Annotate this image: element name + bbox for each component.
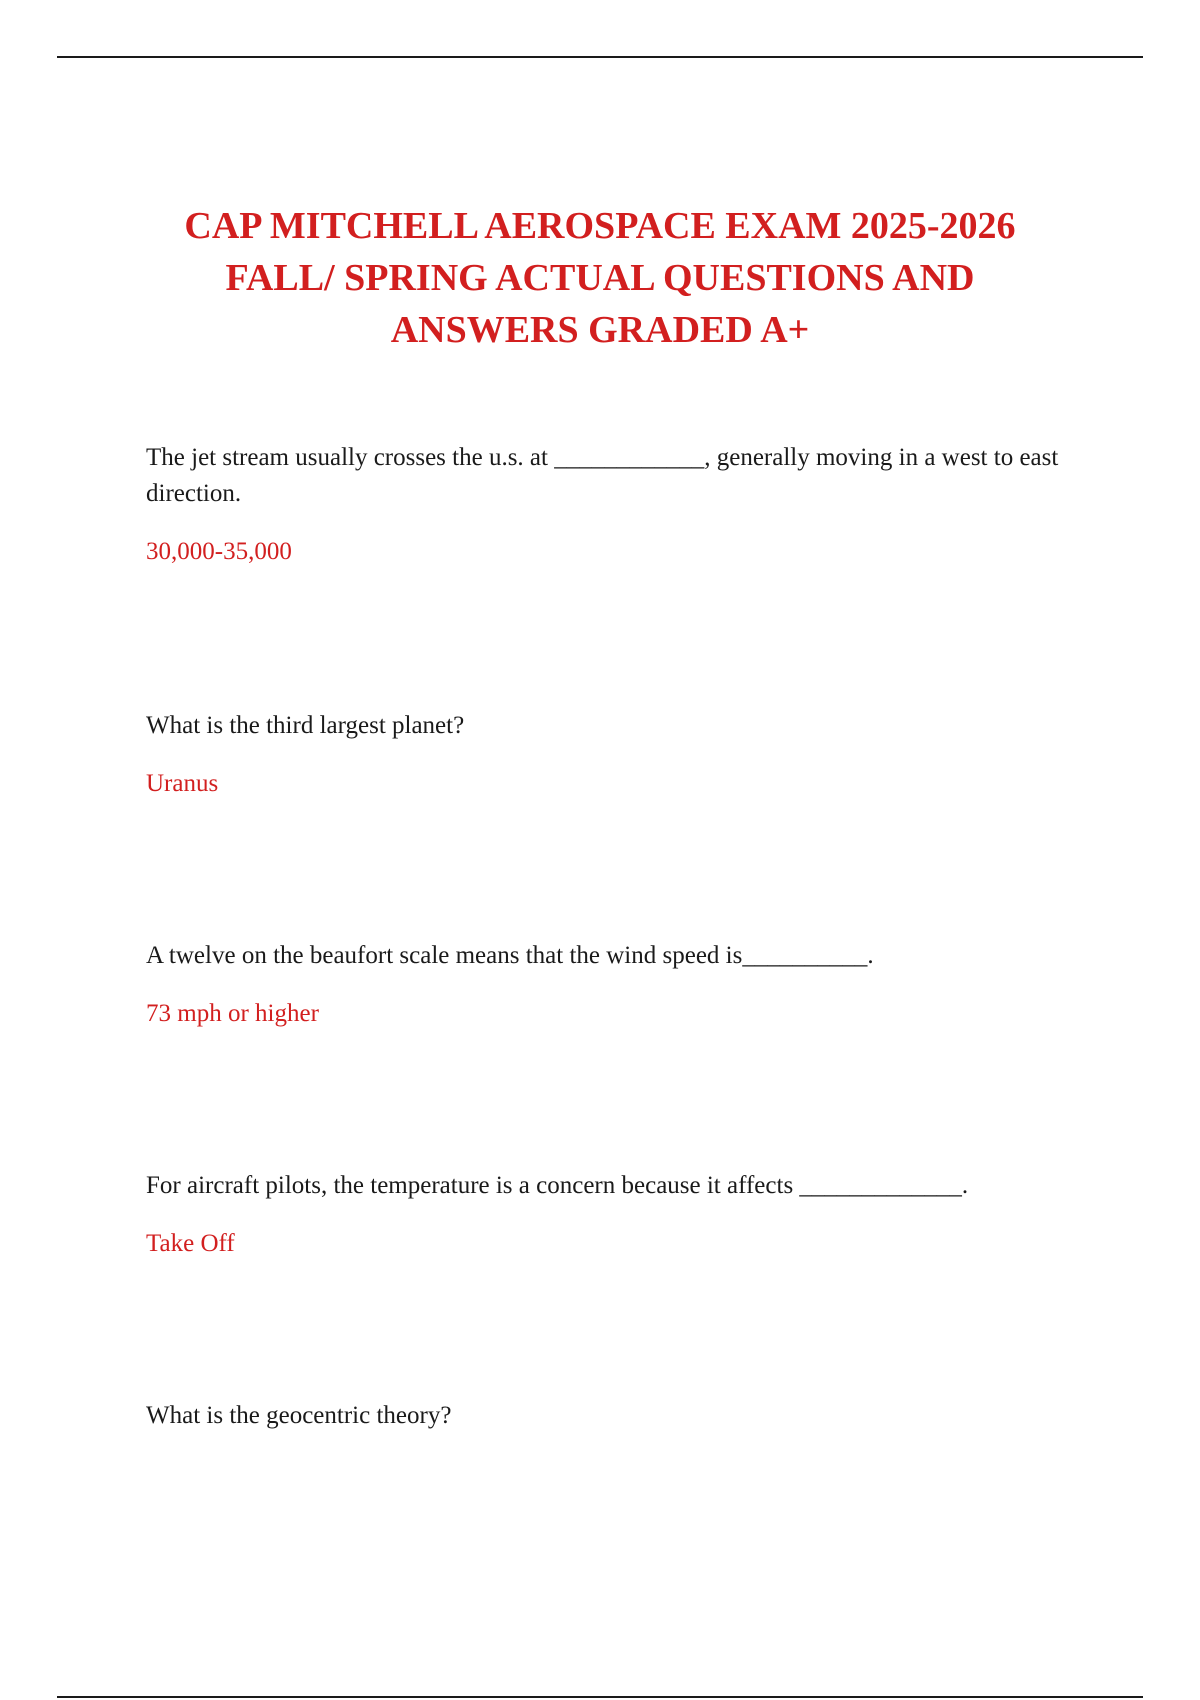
qa-item-4 [146,1168,1086,1262]
title-line-3: ANSWERS GRADED A+ [390,309,810,351]
qa-item-1 [146,440,1086,570]
header-rule [57,56,1143,58]
answer-1: 30,000-35,000 [146,538,292,565]
answer-3: 73 mph or higher [146,1000,319,1027]
title-line-1: CAP MITCHELL AEROSPACE EXAM 2025-2026 [184,205,1016,247]
qa-item-3 [146,938,1086,1032]
question-5: What is the geocentric theory? [146,1402,452,1429]
question-4: For aircraft pilots, the temperature is a concern because it affects _____________. [146,1172,969,1199]
question-2: What is the third largest planet? [146,712,465,739]
footer-rule [57,1696,1143,1698]
question-3: A twelve on the beaufort scale means that the wind speed is__________. [146,942,874,969]
qa-item-2 [146,708,1086,802]
question-1: The jet stream usually crosses the u.s. at ____________, generally moving in a west to east direction. [146,444,1059,507]
document-title [100,200,1100,356]
answer-4: Take Off [146,1230,235,1257]
qa-item-5 [146,1398,1086,1434]
title-line-2: FALL/ SPRING ACTUAL QUESTIONS AND [225,257,975,299]
answer-2: Uranus [146,770,219,797]
